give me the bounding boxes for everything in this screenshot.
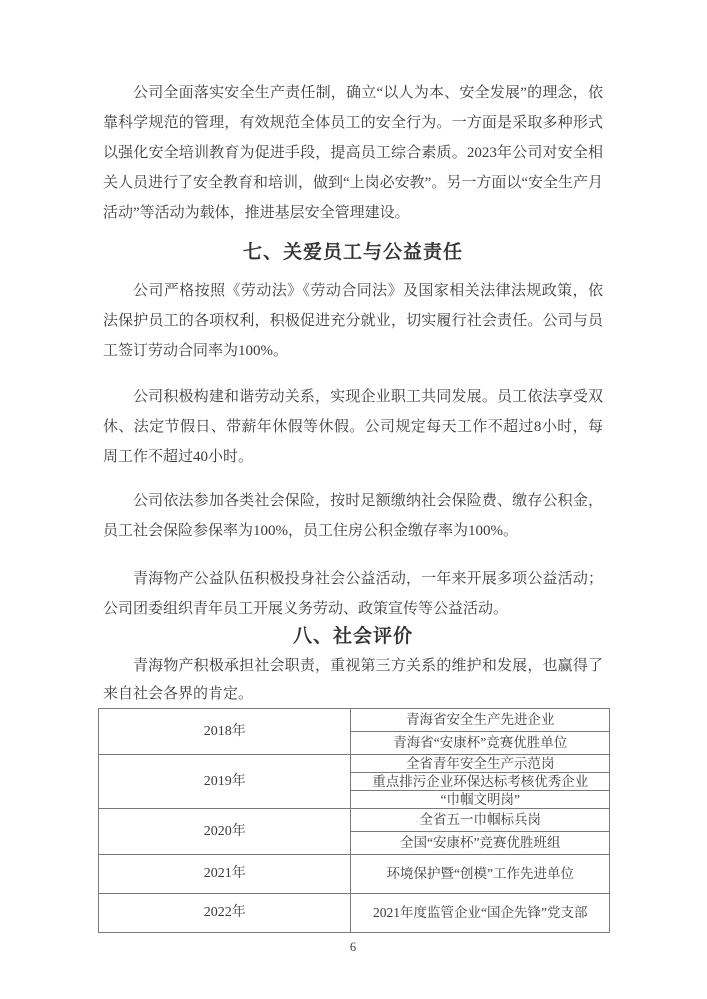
year-cell-2022: 2022年 [99,894,351,933]
table-row-2020 [99,809,610,832]
awards-table [98,708,610,933]
award-cell: 环境保护暨“创模”工作先进单位 [351,855,610,894]
section-heading-7: 七、关爱员工与公益责任 [242,242,463,263]
year-cell-2021: 2021年 [99,855,351,894]
paragraph-social-insurance: 公司依法参加各类社会保险，按时足额缴纳社会保险费、缴存公积金，员工社会保险参保率为100%，员工住房公积金缴存率为100%。 [103,493,603,539]
award-cell: 重点排污企业环保达标考核优秀企业 [351,773,610,791]
award-cell: 青海省安全生产先进企业 [351,709,610,732]
paragraph-safety-responsibility: 公司全面落实安全生产责任制，确立“以人为本、安全发展”的理念，依靠科学规范的管理，有效规范全体员工的安全行为。一方面是采取多种形式以强化安全培训教育为促进手段，提高员工综合素质。2023年公司对安全相关人员进行了安全教育和培训，做到“上岗必安教”。另一方面以“安全生产月活动”等活动为载体，推进基层安全管理建设。 [103,85,603,221]
year-cell-2018: 2018年 [99,709,351,755]
table-row-2018 [99,709,610,732]
table-row-2019 [99,755,610,773]
paragraph-labor-law: 公司严格按照《劳动法》《劳动合同法》及国家相关法律法规政策，依法保护员工的各项权利，积极促进充分就业，切实履行社会责任。公司与员工签订劳动合同率为100%。 [103,283,603,359]
award-cell: 全省五一巾帼标兵岗 [351,809,610,832]
paragraph-social-evaluation: 青海物产积极承担社会职责，重视第三方关系的维护和发展，也赢得了来自社会各界的肯定。 [103,658,603,702]
section-heading-8: 八、社会评价 [292,626,413,647]
paragraph-public-welfare: 青海物产公益队伍积极投身社会公益活动，一年来开展多项公益活动；公司团委组织青年员工开展义务劳动、政策宣传等公益活动。 [103,571,603,617]
paragraph-labor-relations: 公司积极构建和谐劳动关系，实现企业职工共同发展。员工依法享受双休、法定节假日、带薪年休假等休假。公司规定每天工作不超过8小时，每周工作不超过40小时。 [103,389,603,465]
award-cell: 全省青年安全生产示范岗 [351,755,610,773]
award-cell: 2021年度监管企业“国企先锋”党支部 [351,894,610,933]
page-content [103,78,603,955]
award-cell: “巾帼文明岗” [351,791,610,809]
table-row-2021 [99,855,610,894]
year-cell-2020: 2020年 [99,809,351,855]
year-cell-2019: 2019年 [99,755,351,809]
page-number: 6 [349,940,357,954]
table-row-2022 [99,894,610,933]
award-cell: 青海省“安康杯”竞赛优胜单位 [351,732,610,755]
award-cell: 全国“安康杯”竞赛优胜班组 [351,832,610,855]
